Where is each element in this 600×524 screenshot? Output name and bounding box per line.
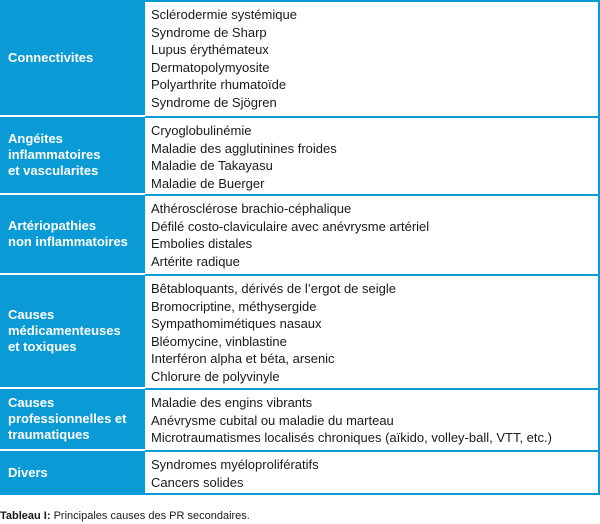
items-cell (145, 116, 600, 194)
category-separator (0, 115, 145, 117)
list-item: Syndrome de Sharp (151, 24, 267, 40)
list-item: Dermatopolymyosite (151, 59, 270, 75)
category-label: Divers (8, 464, 48, 480)
table-row-angeites (0, 116, 600, 194)
list-item: Maladie des engins vibrants (151, 395, 313, 410)
category-cell (0, 450, 145, 495)
category-separator (0, 387, 145, 389)
items-cell (145, 388, 600, 450)
list-item: Artérite radique (151, 253, 240, 269)
list-item: Sympathomimétiques nasaux (151, 316, 322, 332)
list-item: Maladie des agglutinines froides (151, 140, 337, 156)
caption-text: Principales causes des PR secondaires. (50, 510, 250, 522)
category-cell (0, 274, 145, 388)
list-item: Syndromes myéloprolifératifs (151, 457, 319, 472)
caption-label: Tableau I: (0, 510, 51, 522)
list-item: Lupus érythémateux (151, 42, 269, 58)
list-item: Cancers solides (151, 474, 244, 490)
table-row-divers (0, 450, 600, 495)
table-row-arteriopathies (0, 194, 600, 274)
list-item: Maladie de Buerger (151, 175, 265, 191)
items-cell (145, 194, 600, 274)
list-item: Polyarthrite rhumatoïde (151, 77, 287, 93)
category-label: Artériopathies non inflammatoires (8, 218, 128, 249)
list-item: Bromocriptine, méthysergide (151, 298, 317, 314)
category-separator (0, 449, 145, 451)
category-label: Causes médicamenteuses et toxiques (8, 307, 121, 354)
list-item: Sclérodermie systémique (151, 7, 297, 22)
list-item: Interféron alpha et béta, arsenic (151, 351, 335, 367)
list-item: Chlorure de polyvinyle (151, 368, 280, 384)
category-cell (0, 388, 145, 450)
list-item: Cryoglobulinémie (151, 123, 252, 138)
category-separator (0, 273, 145, 275)
list-item: Maladie de Takayasu (151, 158, 273, 174)
list-item: Bêtabloquants, dérivés de l’ergot de seigle (151, 281, 396, 296)
category-label: Connectivites (8, 50, 94, 65)
list-item: Athérosclérose brachio-céphalique (151, 201, 352, 216)
list-item: Anévrysme cubital ou maladie du marteau (151, 412, 394, 428)
items-cell (145, 450, 600, 495)
list-item: Bléomycine, vinblastine (151, 333, 287, 349)
list-item: Syndrome de Sjögren (151, 94, 277, 110)
category-label: Angéites inflammatoires et vascularites (8, 131, 101, 178)
list-item: Microtraumatismes localisés chroniques (aïkido, volley-ball, VTT, etc.) (151, 430, 552, 446)
items-cell (145, 274, 600, 388)
category-cell (0, 194, 145, 274)
list-item: Défilé costo-claviculaire avec anévrysme artériel (151, 218, 430, 234)
table-caption (0, 510, 250, 522)
category-cell (0, 116, 145, 194)
table-row-connectivites (0, 0, 600, 116)
category-separator (0, 193, 145, 195)
list-item: Embolies distales (151, 236, 253, 252)
category-cell (0, 0, 145, 116)
table-row-causes-professionnelles (0, 388, 600, 450)
table-row-causes-medicamenteuses (0, 274, 600, 388)
category-label: Causes professionnelles et traumatiques (8, 395, 127, 442)
items-cell (145, 0, 600, 116)
